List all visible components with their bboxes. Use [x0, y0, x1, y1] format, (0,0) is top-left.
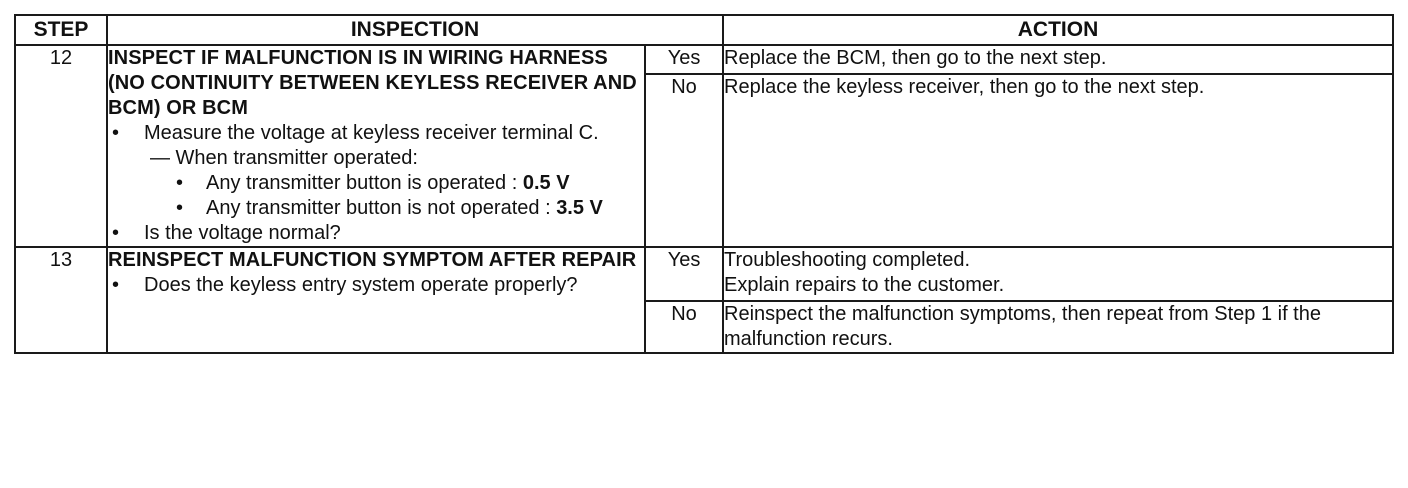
- inspection-cell: [107, 247, 645, 353]
- no-action: Reinspect the malfunction symptoms, then repeat from Step 1 if the malfunction recurs.: [723, 301, 1393, 353]
- no-label: No: [645, 301, 723, 353]
- list-item: [144, 196, 644, 221]
- inspection-cell: [107, 45, 645, 247]
- list-item: [144, 171, 644, 196]
- action-line: Troubleshooting completed.: [724, 249, 971, 271]
- action-line: Explain repairs to the customer.: [724, 274, 1005, 296]
- table-row: [15, 45, 1393, 74]
- condition-text: Any transmitter button is operated :: [206, 172, 523, 194]
- condition-list: [144, 171, 644, 221]
- condition-text: Any transmitter button is not operated :: [206, 197, 557, 219]
- no-label: No: [645, 74, 723, 247]
- inspection-list: [108, 121, 644, 246]
- voltage-value: 0.5 V: [522, 172, 570, 194]
- header-action: ACTION: [723, 15, 1393, 45]
- inspection-list: [108, 273, 644, 298]
- yes-action: [723, 247, 1393, 301]
- header-inspection: INSPECTION: [107, 15, 723, 45]
- inspection-heading: INSPECT IF MALFUNCTION IS IN WIRING HARNESS (NO CONTINUITY BETWEEN KEYLESS RECEIVER AND BCM) OR BCM: [108, 47, 637, 119]
- step-number: 13: [15, 247, 107, 353]
- troubleshooting-table: [14, 14, 1394, 354]
- list-item: [108, 221, 644, 246]
- inspection-bullet: Is the voltage normal?: [144, 222, 341, 244]
- step-number: 12: [15, 45, 107, 247]
- voltage-value: 3.5 V: [556, 197, 603, 219]
- list-item: [108, 273, 644, 298]
- condition-line: — When transmitter operated:: [150, 147, 418, 169]
- yes-label: Yes: [645, 247, 723, 301]
- table-row: [15, 247, 1393, 301]
- list-item: [108, 121, 644, 221]
- header-step: STEP: [15, 15, 107, 45]
- inspection-bullet: Does the keyless entry system operate properly?: [144, 274, 578, 296]
- table-header-row: [15, 15, 1393, 45]
- yes-action: Replace the BCM, then go to the next step.: [723, 45, 1393, 74]
- inspection-heading: REINSPECT MALFUNCTION SYMPTOM AFTER REPAIR: [108, 249, 637, 271]
- inspection-bullet: Measure the voltage at keyless receiver terminal C.: [144, 122, 599, 144]
- yes-label: Yes: [645, 45, 723, 74]
- no-action: Replace the keyless receiver, then go to the next step.: [723, 74, 1393, 247]
